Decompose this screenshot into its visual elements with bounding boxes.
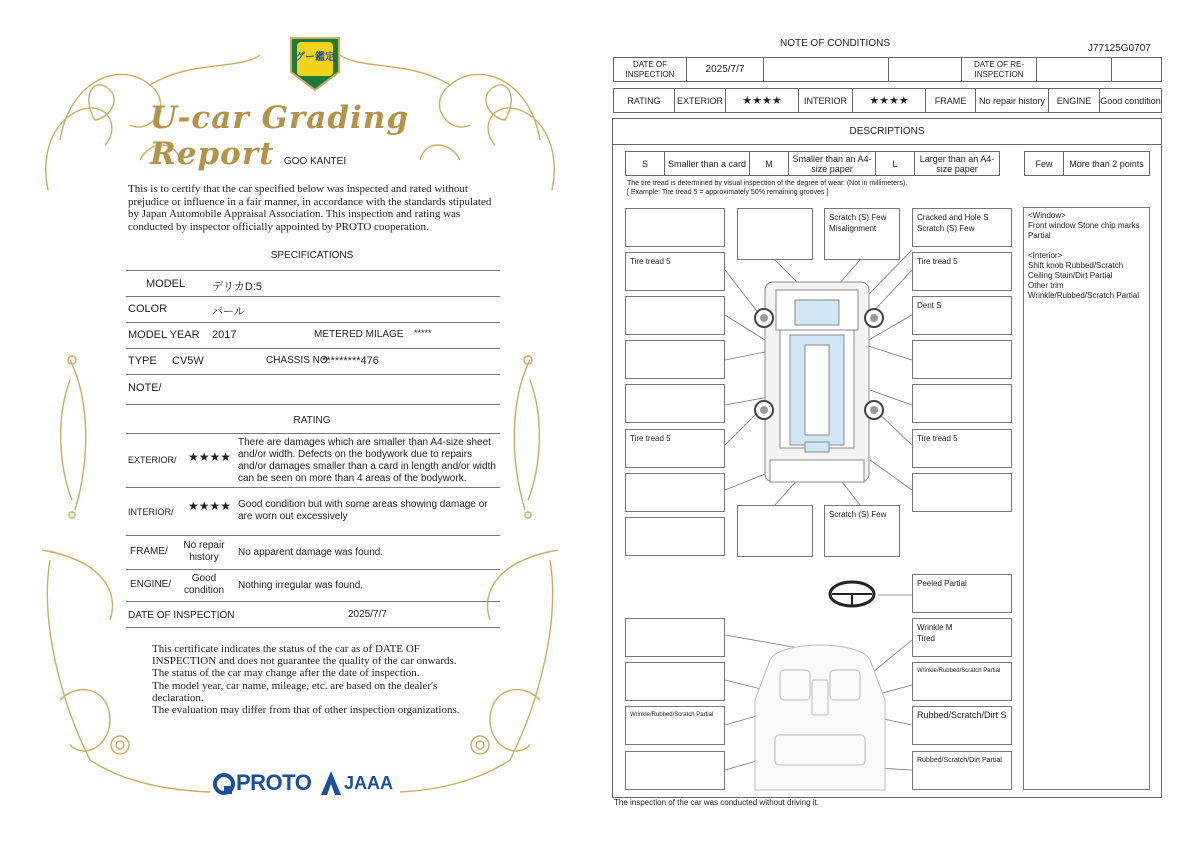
report-subtitle: GOO KANTEI xyxy=(283,156,347,167)
legend-code-s: S xyxy=(625,151,665,176)
model-label: MODEL xyxy=(146,278,186,290)
frame-description: No apparent damage was found. xyxy=(238,547,384,558)
damage-box xyxy=(912,296,1012,335)
interior-label: INTERIOR/ xyxy=(128,507,174,517)
tire-tread-front-right: Tire tread 5 xyxy=(917,257,958,266)
interior-description: Good condition but with some areas showing damage or are worn out excessively xyxy=(238,499,488,522)
report-title: U-car Grading Report xyxy=(150,100,410,172)
color-label: COLOR xyxy=(128,303,168,315)
endnote-line: The model year, car name, mileage, etc. are based on the dealer's xyxy=(152,679,438,692)
goo-kantei-badge xyxy=(287,32,343,92)
engine-value: Good condition xyxy=(1099,88,1162,113)
damage-box xyxy=(625,384,725,423)
date-of-inspection-label: DATE OF INSPECTION xyxy=(613,57,687,82)
spec-row-note xyxy=(126,376,500,405)
spec-row-year xyxy=(126,324,500,349)
legend-code-l: L xyxy=(875,151,915,176)
damage-box xyxy=(912,384,1012,423)
model-value: デリカD:5 xyxy=(212,281,263,293)
proto-logo-icon xyxy=(212,772,236,796)
frame-label: FRAME/ xyxy=(130,546,168,557)
interior-label: INTERIOR xyxy=(798,88,853,113)
note-label: NOTE/ xyxy=(128,382,162,394)
interior-stars: ★★★★ xyxy=(188,499,232,513)
report-id: J77125G0707 xyxy=(1088,43,1151,54)
tire-tread-rear-left: Tire tread 5 xyxy=(630,434,671,443)
interior-note-2: Wrinkle/Rubbed/Scratch Partial xyxy=(917,668,1001,674)
damage-box xyxy=(625,517,725,556)
interior-note-1: Wrinkle M Tired xyxy=(917,623,953,643)
date-of-reinspection-label: DATE OF RE-INSPECTION xyxy=(961,57,1037,82)
footer-note: The inspection of the car was conducted without driving it. xyxy=(614,798,819,807)
interior-left-note: Wrinkle/Rubbed/Scratch Partial xyxy=(630,712,714,718)
damage-box xyxy=(625,473,725,512)
exterior-stars: ★★★★ xyxy=(725,88,799,113)
color-value: パール xyxy=(212,306,245,318)
note-of-conditions xyxy=(600,0,1200,848)
chassis-value: *********476 xyxy=(322,355,379,367)
endnote-line: This certificate indicates the status of the car as of DATE OF xyxy=(152,643,420,655)
tire-tread-rear-right: Tire tread 5 xyxy=(917,434,958,443)
damage-box xyxy=(625,340,725,379)
damage-box xyxy=(824,208,900,260)
legend-text-s: Smaller than a card xyxy=(664,151,750,176)
rating-heading: RATING xyxy=(293,415,331,426)
damage-box xyxy=(912,751,1012,790)
rating-row-interior xyxy=(126,489,500,536)
rating-row-exterior xyxy=(126,435,500,488)
note-heading: NOTE OF CONDITIONS xyxy=(780,38,890,49)
interior-note-4: Rubbed/Scratch/Dirt Partial xyxy=(917,757,1002,764)
model-year-value: 2017 xyxy=(212,329,237,341)
endnote-line: The evaluation may differ from that of other inspection organizations. xyxy=(152,704,460,717)
endnote-line: declaration. xyxy=(152,691,204,704)
damage-box xyxy=(912,706,1012,745)
exterior-label: EXTERIOR/ xyxy=(128,455,177,465)
damage-box xyxy=(625,296,725,335)
damage-box xyxy=(912,208,1012,247)
endnote-line: The status of the car may change after the date of inspection. xyxy=(152,667,420,680)
badge-text: グー鑑定 xyxy=(295,52,335,63)
rating-label: RATING xyxy=(613,88,675,113)
endnote-line: INSPECTION and does not guarantee the quality of the car onwards. xyxy=(152,655,457,668)
dent-note: Dent S xyxy=(917,301,942,310)
exterior-stars: ★★★★ xyxy=(188,450,232,464)
type-value: CV5W xyxy=(172,355,204,367)
damage-box xyxy=(912,662,1012,701)
descriptions-heading: DESCRIPTIONS xyxy=(612,118,1162,145)
exterior-label: EXTERIOR xyxy=(674,88,726,113)
inspection-date-row xyxy=(126,603,500,628)
engine-label: ENGINE xyxy=(1048,88,1100,113)
jaaa-logo-icon xyxy=(320,770,342,796)
frame-value: No repair history xyxy=(975,88,1049,113)
damage-box xyxy=(625,618,725,657)
damage-box xyxy=(824,505,900,557)
steering-wheel-icon xyxy=(830,582,874,606)
top-right-note: Cracked and Hole S Scratch (S) Few xyxy=(917,213,989,233)
mileage-label: METERED MILAGE xyxy=(314,329,404,340)
chassis-label: CHASSIS NO. xyxy=(266,355,331,366)
tire-tread-front-left: Tire tread 5 xyxy=(630,257,671,266)
engine-value: Good condition xyxy=(183,573,225,596)
damage-box xyxy=(625,252,725,291)
steering-note: Peeled Partial xyxy=(917,579,967,588)
rating-row-engine xyxy=(126,571,500,602)
inspection-date-label: DATE OF INSPECTION xyxy=(128,610,235,621)
legend-text-few: More than 2 points xyxy=(1063,151,1150,176)
model-year-label: MODEL YEAR xyxy=(128,329,200,341)
proto-logo: PROTO xyxy=(236,770,312,795)
damage-box xyxy=(625,706,725,745)
damage-box xyxy=(912,429,1012,468)
damage-box xyxy=(737,505,813,557)
legend-code-few: Few xyxy=(1024,151,1064,176)
inspection-date-value: 2025/7/7 xyxy=(348,609,387,620)
mileage-value: ***** xyxy=(414,328,432,338)
damage-box xyxy=(912,618,1012,657)
interior-stars: ★★★★ xyxy=(852,88,926,113)
legend-code-m: M xyxy=(749,151,789,176)
frame-value: No repair history xyxy=(183,540,225,563)
damage-box xyxy=(912,574,1012,613)
damage-box xyxy=(625,662,725,701)
spec-row-color xyxy=(126,298,500,323)
damage-box xyxy=(737,208,813,260)
type-label: TYPE xyxy=(128,355,157,367)
interior-note-3: Rubbed/Scratch/Dirt S xyxy=(917,710,1007,720)
side-notes: <Window> Front window Stone chip marks Partial <Interior> Shift knob Rubbed/Scratch Ceiling Stain/Dirt Partial Other trim Wrinkle/Rubbed/Scratch Partial xyxy=(1023,207,1150,790)
frame-label: FRAME xyxy=(925,88,976,113)
legend-text-m: Smaller than an A4-size paper xyxy=(788,151,876,176)
jaaa-logo: JAAA xyxy=(344,773,394,793)
legend-text-l: Larger than an A4-size paper xyxy=(914,151,1000,176)
spec-row-type xyxy=(126,350,500,375)
damage-box xyxy=(912,473,1012,512)
date-of-inspection-value: 2025/7/7 xyxy=(686,57,764,82)
top-center-note: Scratch (S) Few Misalignment xyxy=(829,213,887,233)
damage-box xyxy=(625,429,725,468)
bottom-center-note: Scratch (S) Few xyxy=(829,510,887,519)
damage-box xyxy=(912,340,1012,379)
tire-tread-example: [ Example: Tire tread 5 = approximately 50% remaining grooves ] xyxy=(627,189,829,196)
certificate-endnote xyxy=(152,643,492,716)
spec-row-model xyxy=(126,272,500,297)
exterior-description: There are damages which are smaller than A4-size sheet and/or width. Defects on the bodywork due to repairs and/or damages smaller than a card in length and/or width can be seen on more than 4 areas of the bodywork. xyxy=(238,437,496,484)
certification-text: This is to certify that the car specified below was inspected and rated without prejudice or influence in a fair manner, in accordance with the standards stipulated by Japan Automobile Appraisal Association. This inspection and rating was conducted by inspector officially appointed by PROTO cooperation. xyxy=(128,183,492,233)
engine-label: ENGINE/ xyxy=(130,579,172,590)
damage-box xyxy=(625,208,725,247)
damage-box xyxy=(625,751,725,790)
engine-description: Nothing irregular was found. xyxy=(238,580,364,591)
rating-row-frame xyxy=(126,537,500,570)
specifications-heading: SPECIFICATIONS xyxy=(270,250,354,261)
damage-box xyxy=(912,252,1012,291)
tire-tread-note: The tire tread is determined by visual inspection of the degree of wear. (Not in millimeters). xyxy=(627,180,908,187)
